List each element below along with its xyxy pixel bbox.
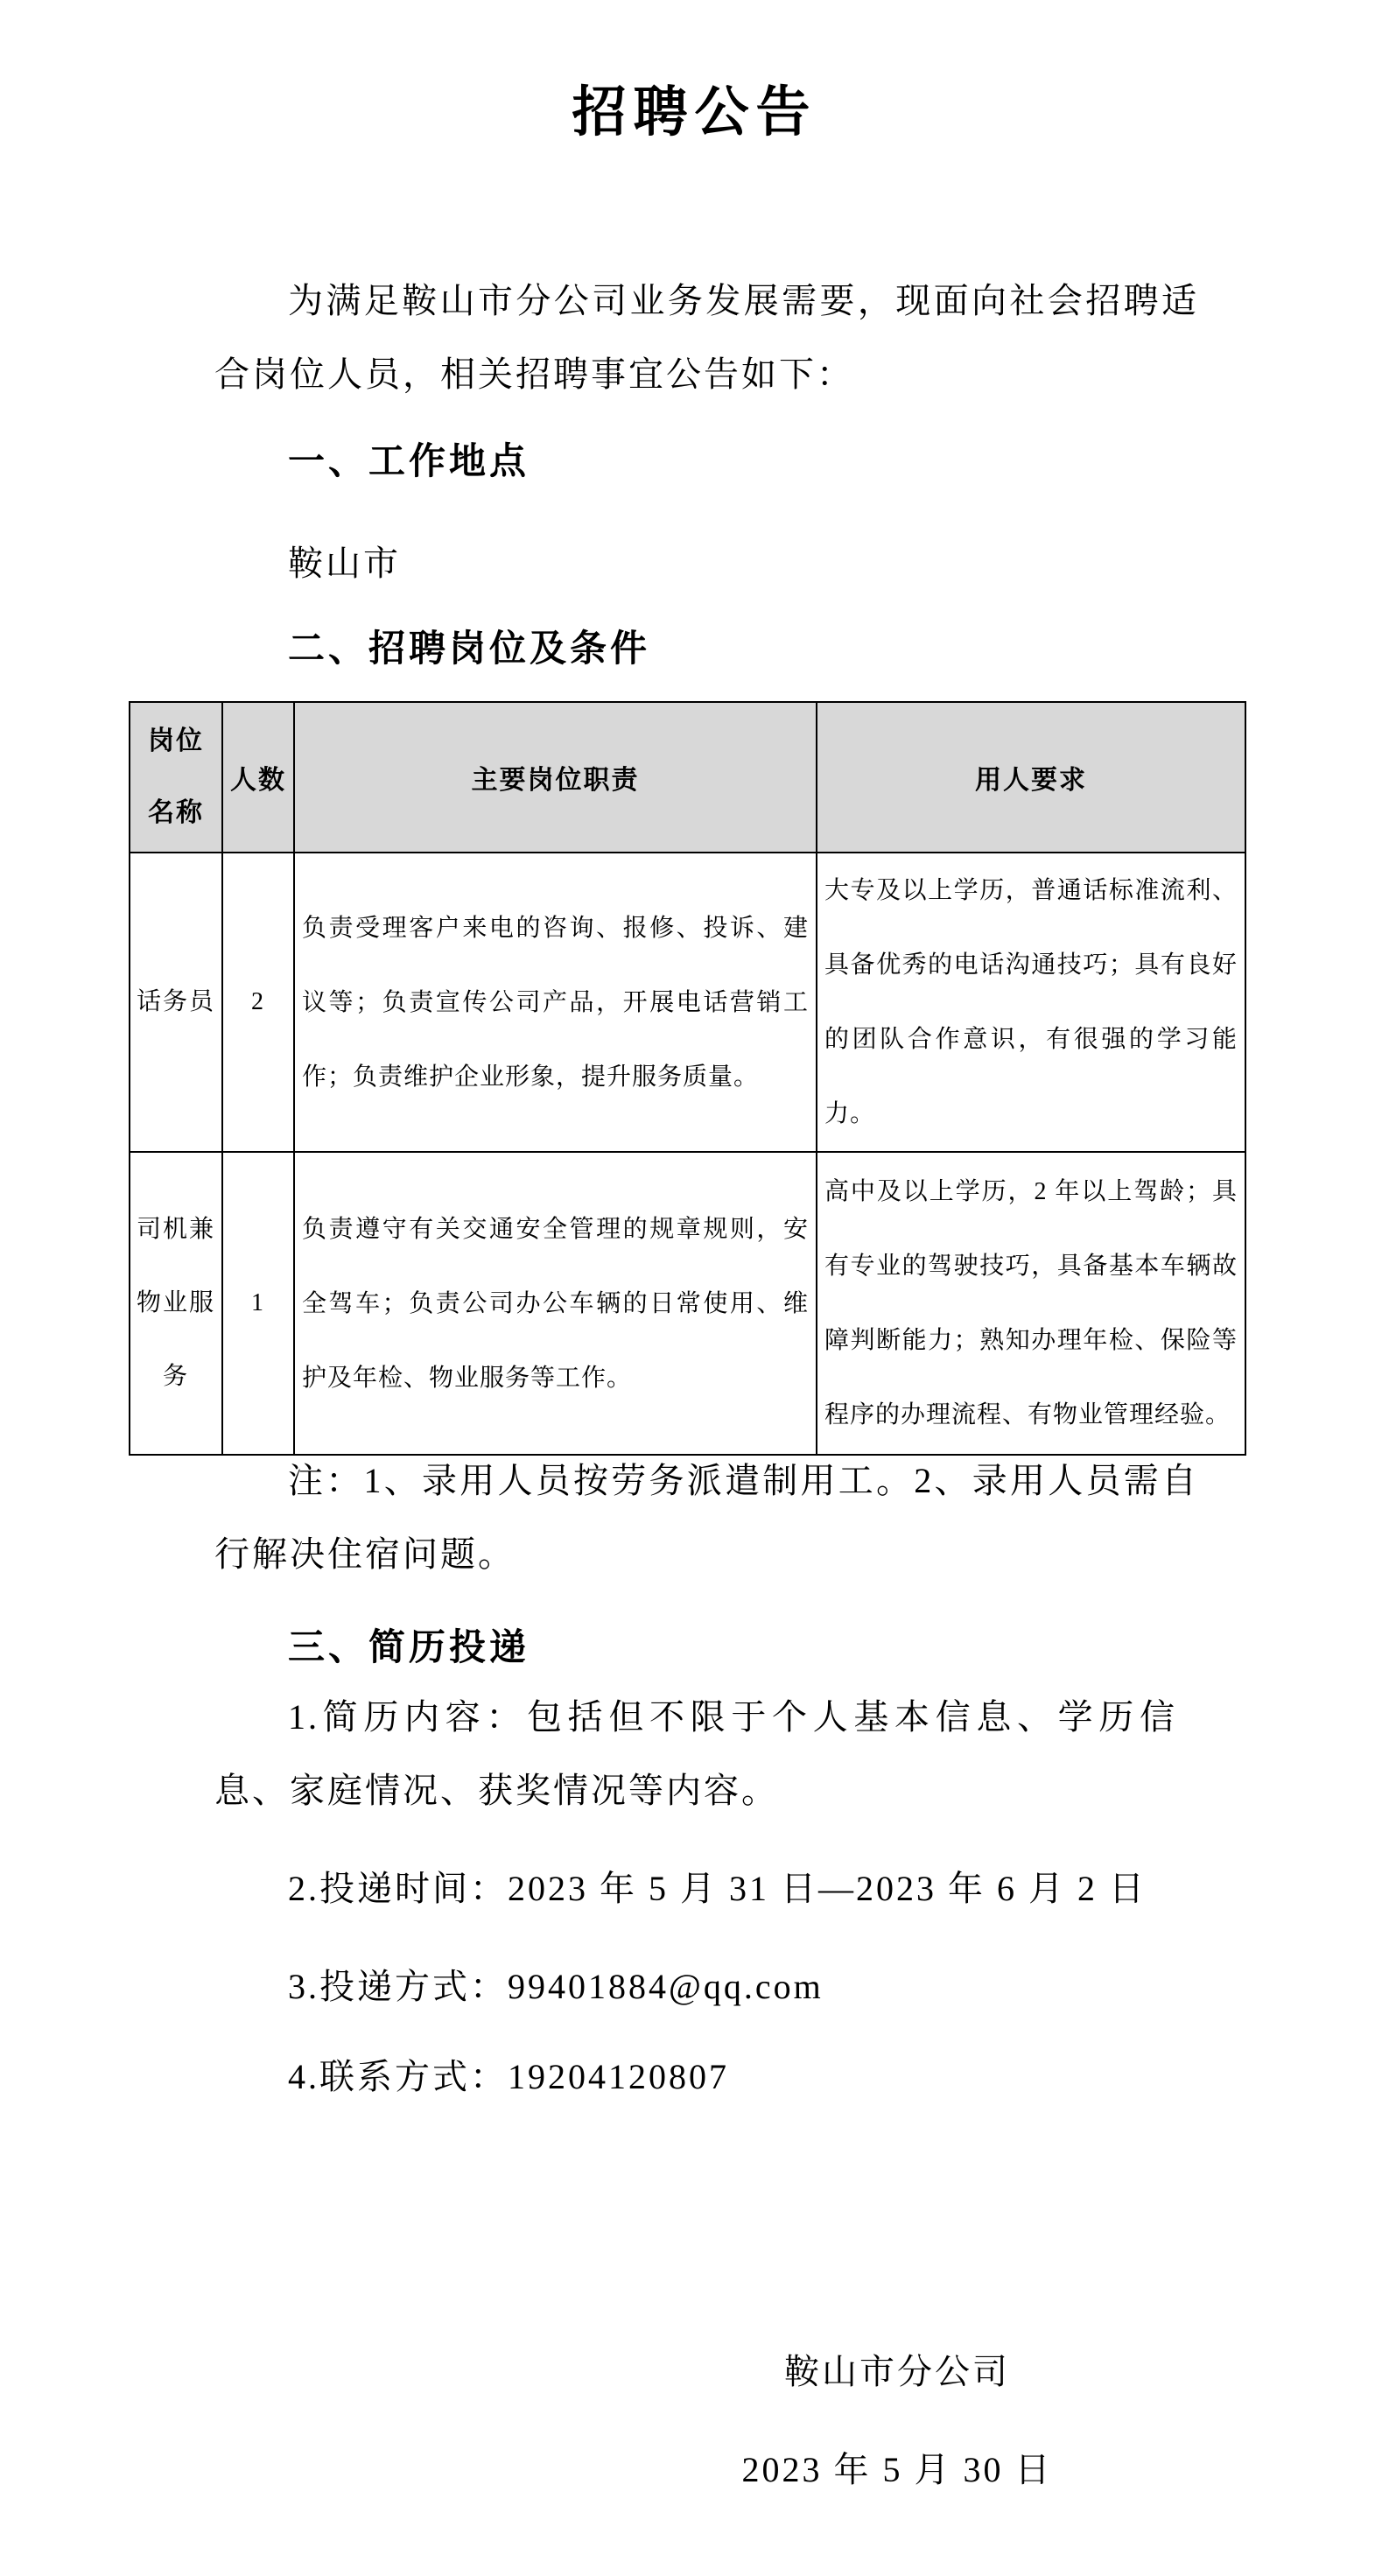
note-paragraph: 注：1、录用人员按劳务派遣制用工。2、录用人员需自行解决住宿问题。 — [214, 1461, 1199, 1574]
signature-company: 鞍山市分公司 — [784, 2352, 1010, 2391]
section-heading-positions: 二、招聘岗位及条件 — [288, 628, 651, 669]
duties-cell: 负责遵守有关交通安全管理的规章规则，安全驾车；负责公司办公车辆的日常使用、维护及年检、物业服务等工作。 — [294, 1152, 817, 1455]
resume-item-deadline: 2.投递时间：2023 年 5 月 31 日—2023 年 6 月 2 日 — [288, 1869, 1147, 1908]
resume-item-email: 3.投递方式：99401884@qq.com — [288, 1967, 824, 2006]
requirements-cell: 大专及以上学历，普通话标准流利、具备优秀的电话沟通技巧；具有良好的团队合作意识，有很强的学习能力。 — [817, 853, 1245, 1152]
duties-cell: 负责受理客户来电的咨询、报修、投诉、建议等；负责宣传公司产品，开展电话营销工作；负责维护企业形象，提升服务质量。 — [294, 853, 817, 1152]
work-location-value: 鞍山市 — [288, 544, 401, 583]
position-name-cell: 话务员 — [130, 853, 222, 1152]
table-row — [130, 853, 1245, 1152]
signature-date: 2023 年 5 月 30 日 — [741, 2450, 1053, 2489]
headcount-cell: 2 — [222, 853, 294, 1152]
resume-item-content: 1.简历内容：包括但不限于个人基本信息、学历信息、家庭情况、获奖情况等内容。 — [214, 1697, 1177, 1810]
table-header-row — [130, 702, 1245, 853]
column-header-duties: 主要岗位职责 — [294, 702, 817, 853]
intro-paragraph: 为满足鞍山市分公司业务发展需要，现面向社会招聘适合岗位人员，相关招聘事宜公告如下： — [214, 281, 1199, 394]
headcount-cell: 1 — [222, 1152, 294, 1455]
resume-item-phone: 4.联系方式：19204120807 — [288, 2057, 729, 2096]
requirements-cell: 高中及以上学历，2 年以上驾龄；具有专业的驾驶技巧，具备基本车辆故障判断能力；熟知办理年检、保险等程序的办理流程、有物业管理经验。 — [817, 1152, 1245, 1455]
column-header-position-name — [130, 702, 222, 853]
column-header-requirements: 用人要求 — [817, 702, 1245, 853]
page-title: 招聘公告 — [572, 83, 817, 143]
section-heading-work-location: 一、工作地点 — [288, 440, 530, 481]
column-header-position-name-line1: 岗位 — [148, 726, 204, 755]
column-header-headcount: 人数 — [222, 702, 294, 853]
section-heading-resume: 三、简历投递 — [288, 1626, 530, 1667]
table-row — [130, 1152, 1245, 1455]
positions-table — [129, 701, 1246, 1456]
column-header-position-name-line2: 名称 — [148, 798, 204, 827]
position-name-cell: 司机兼物业服务 — [130, 1152, 222, 1455]
